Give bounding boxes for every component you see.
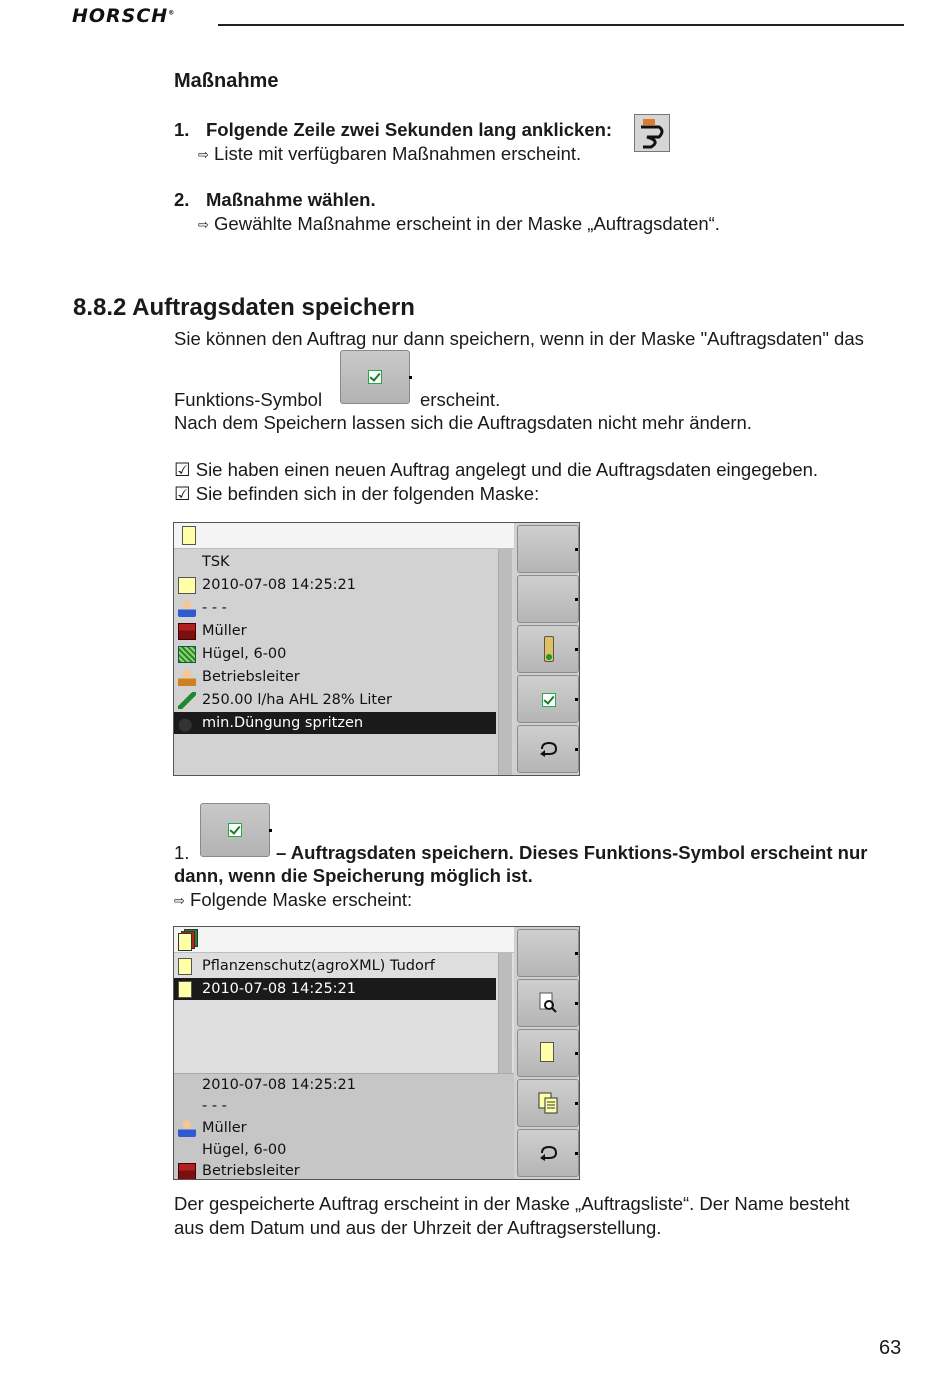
scrollbar[interactable] — [498, 953, 512, 1073]
step1-text: Folgende Zeile zwei Sekunden lang anklicken: — [206, 119, 613, 140]
checkbox-icon: ☑ — [174, 483, 191, 504]
list-item[interactable]: 250.00 l/ha AHL 28% Liter — [174, 689, 496, 711]
prerequisite-2: ☑ Sie befinden sich in der folgenden Maske: — [174, 483, 540, 504]
softkey-3[interactable] — [517, 625, 579, 673]
intro-line-2a: Funktions-Symbol — [174, 389, 323, 410]
auftragsdaten-list — [174, 549, 514, 776]
checkbox-icon: ☑ — [174, 459, 191, 480]
save-step-result: ⇨ Folgende Maske erscheint: — [174, 889, 413, 910]
dosage-icon — [178, 692, 196, 709]
step1-result: ⇨ Liste mit verfügbaren Maßnahmen erscheint. — [198, 143, 582, 164]
softkey-2[interactable] — [517, 575, 579, 623]
list-item-selected[interactable]: 2010-07-08 14:25:21 — [174, 978, 496, 1000]
person-icon — [178, 1120, 196, 1137]
step2-result: ⇨ Gewählte Maßnahme erscheint in der Maske „Auftragsdaten“. — [198, 213, 720, 234]
orders-icon — [178, 929, 200, 951]
list-item[interactable]: Hügel, 6-00 — [174, 643, 496, 665]
checkbox-icon — [368, 370, 382, 384]
detail-row: 2010-07-08 14:25:21 — [202, 1077, 356, 1093]
auftragsdaten-screen — [173, 522, 580, 776]
horsch-logo: HORSCH® — [72, 5, 175, 27]
order-list — [174, 953, 514, 1073]
step1-number: 1. — [174, 119, 190, 140]
list-item[interactable]: Müller — [174, 620, 496, 642]
list-item[interactable]: - - - — [174, 597, 496, 619]
step2-number: 2. — [174, 189, 190, 210]
save-step-text: – Auftragsdaten speichern. Dieses Funktions-Symbol erscheint nur — [276, 842, 868, 863]
intro-line-3: Nach dem Speichern lassen sich die Auftragsdaten nicht mehr ändern. — [174, 412, 752, 433]
traffic-light-icon — [544, 636, 554, 662]
new-document-icon — [182, 526, 196, 545]
field-icon — [178, 646, 196, 663]
document-icon — [178, 958, 192, 975]
prerequisite-1: ☑ Sie haben einen neuen Auftrag angelegt und die Auftragsdaten eingegeben. — [174, 459, 819, 480]
list-item[interactable]: TSK — [202, 554, 230, 570]
step2-text: Maßnahme wählen. — [206, 189, 376, 210]
back-softkey[interactable] — [517, 725, 579, 773]
search-icon — [538, 992, 558, 1014]
order-details — [174, 1073, 514, 1180]
worker-icon — [178, 669, 196, 686]
farm-icon — [178, 623, 196, 640]
section-title: 8.8.2 Auftragsdaten speichern — [73, 294, 415, 321]
save-step-number: 1. — [174, 842, 190, 863]
softkey-1[interactable] — [517, 929, 579, 977]
save-function-symbol — [200, 803, 270, 857]
measure-line-icon — [634, 114, 670, 152]
page-number: 63 — [879, 1337, 902, 1359]
detail-row: Betriebsleiter — [174, 1160, 496, 1180]
closing-line-2: aus dem Datum und aus der Uhrzeit der Auftragserstellung. — [174, 1217, 662, 1238]
list-item[interactable]: Pflanzenschutz(agroXML) Tudorf — [174, 955, 496, 977]
save-step-text-2: dann, wenn die Speicherung möglich ist. — [174, 865, 533, 886]
list-item-selected[interactable]: min.Düngung spritzen — [174, 712, 496, 734]
intro-line-1: Sie können den Auftrag nur dann speichern, wenn in der Maske "Auftragsdaten" das — [174, 328, 864, 349]
detail-row: - - - — [202, 1098, 227, 1114]
checkbox-icon — [228, 823, 242, 837]
massnahme-heading: Maßnahme — [174, 70, 279, 92]
document-icon — [178, 577, 196, 594]
detail-row: Hügel, 6-00 — [202, 1142, 287, 1158]
search-softkey[interactable] — [517, 979, 579, 1027]
intro-line-2b: erscheint. — [420, 389, 501, 410]
measure-icon — [178, 715, 196, 732]
softkey-1[interactable] — [517, 525, 579, 573]
new-order-softkey[interactable] — [517, 1029, 579, 1077]
copy-icon — [538, 1092, 558, 1114]
save-softkey[interactable] — [517, 675, 579, 723]
checkbox-icon — [542, 693, 556, 707]
back-icon — [538, 740, 560, 758]
new-document-icon — [540, 1042, 554, 1062]
person-icon — [178, 600, 196, 617]
farm-icon — [178, 1163, 196, 1180]
header-rule — [218, 24, 904, 26]
screen-title-bar — [174, 927, 514, 953]
screen-title-bar — [174, 523, 514, 549]
back-icon — [538, 1144, 560, 1162]
back-softkey[interactable] — [517, 1129, 579, 1177]
detail-row: Müller — [174, 1117, 496, 1139]
document-icon — [178, 981, 192, 998]
list-item[interactable]: 2010-07-08 14:25:21 — [174, 574, 496, 596]
save-function-symbol — [340, 350, 410, 404]
list-item[interactable]: Betriebsleiter — [174, 666, 496, 688]
auftragsliste-screen — [173, 926, 580, 1180]
scrollbar[interactable] — [498, 549, 512, 776]
copy-softkey[interactable] — [517, 1079, 579, 1127]
closing-line-1: Der gespeicherte Auftrag erscheint in der Maske „Auftragsliste“. Der Name besteht — [174, 1193, 850, 1214]
